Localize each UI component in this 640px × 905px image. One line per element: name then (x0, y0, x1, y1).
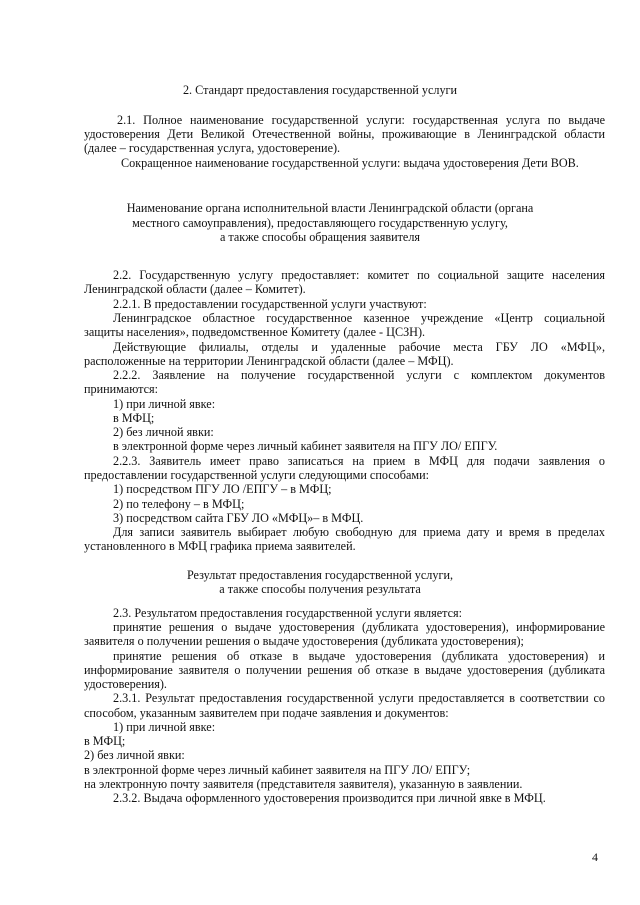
list-item: 1) при личной явке: (113, 720, 216, 734)
page-number: 4 (592, 850, 598, 864)
list-item: 1) посредством ПГУ ЛО /ЕПГУ – в МФЦ; (113, 482, 332, 496)
list-item: 3) посредством сайта ГБУ ЛО «МФЦ»– в МФЦ. (113, 511, 364, 525)
paragraph-line: принятие решения об отказе в выдаче удостоверения (дубликата удостоверения) и (113, 649, 605, 663)
paragraph-line: расположенные на территории Ленинградской области (далее – МФЦ). (84, 354, 454, 368)
paragraph-line: Для записи заявитель выбирает любую свободную для приема дату и время в пределах (113, 525, 605, 539)
list-item: в МФЦ; (113, 411, 155, 425)
list-item: 2) без личной явки: (84, 748, 185, 762)
paragraph-line: информирование заявителя о получении решения об отказе в выдаче удостоверения (дубликата (84, 663, 605, 677)
paragraph-line: принимаются: (84, 382, 159, 396)
paragraph-line: предоставлении государственной услуги следующими способами: (84, 468, 429, 482)
list-item: 2) без личной явки: (113, 425, 214, 439)
section-heading: 2. Стандарт предоставления государственной услуги (182, 83, 458, 97)
subheading-line: Наименование органа исполнительной власти Ленинградской области (органа (126, 201, 534, 215)
paragraph-line: удостоверения). (84, 677, 167, 691)
paragraph-line: заявителя о получении решения о выдаче удостоверения (дубликата удостоверения); (84, 634, 524, 648)
paragraph-line: 2.3.2. Выдача оформленного удостоверения производится при личной явке в МФЦ. (113, 791, 546, 805)
paragraph-line: 2.1. Полное наименование государственной услуги: государственная услуга по выдаче (117, 113, 605, 127)
paragraph-line: 2.2.1. В предоставлении государственной услуги участвуют: (113, 297, 427, 311)
paragraph-line: Сокращенное наименование государственной услуги: выдача удостоверения Дети ВОВ. (121, 156, 579, 170)
paragraph-line: Ленинградское областное государственное казенное учреждение «Центр социальной (113, 311, 605, 325)
paragraph-line: защиты населения», подведомственное Комитету (далее - ЦСЗН). (84, 325, 426, 339)
list-item: на электронную почту заявителя (представителя заявителя), указанную в заявлении. (84, 777, 523, 791)
paragraph-line: 2.2.3. Заявитель имеет право записаться на прием в МФЦ для подачи заявления о (113, 454, 605, 468)
subheading-line: а также способы получения результата (219, 582, 421, 596)
list-item: 2) по телефону – в МФЦ; (113, 497, 245, 511)
paragraph-line: 2.3.1. Результат предоставления государственной услуги предоставляется в соответствии со (113, 691, 605, 705)
paragraph-line: Ленинградской области (далее – Комитет). (84, 282, 306, 296)
paragraph-line: 2.3. Результатом предоставления государственной услуги является: (113, 606, 463, 620)
list-item: в электронной форме через личный кабинет заявителя на ПГУ ЛО/ ЕПГУ. (113, 439, 498, 453)
subheading-line: Результат предоставления государственной услуги, (186, 568, 454, 582)
paragraph-line: 2.2.2. Заявление на получение государственной услуги с комплектом документов (113, 368, 605, 382)
list-item: 1) при личной явке: (113, 397, 216, 411)
paragraph-line: удостоверения Дети Великой Отечественной войны, проживающие в Ленинградской области (84, 127, 605, 141)
list-item: в электронной форме через личный кабинет заявителя на ПГУ ЛО/ ЕПГУ; (84, 763, 471, 777)
paragraph-line: установленного в МФЦ графика приема заявителей. (84, 539, 356, 553)
paragraph-line: (далее – государственная услуга, удостоверение). (84, 141, 341, 155)
paragraph-line: принятие решения о выдаче удостоверения (дубликата удостоверения), информирование (113, 620, 605, 634)
paragraph-line: Действующие филиалы, отделы и удаленные рабочие места ГБУ ЛО «МФЦ», (113, 340, 605, 354)
subheading-line: а также способы обращения заявителя (219, 230, 421, 244)
paragraph-line: 2.2. Государственную услугу предоставляет: комитет по социальной защите населения (113, 268, 605, 282)
paragraph-line: способом, указанным заявителем при подаче заявления и документов: (84, 706, 449, 720)
subheading-line: местного самоуправления), предоставляющего государственную услугу, (132, 216, 508, 230)
list-item: в МФЦ; (84, 734, 126, 748)
